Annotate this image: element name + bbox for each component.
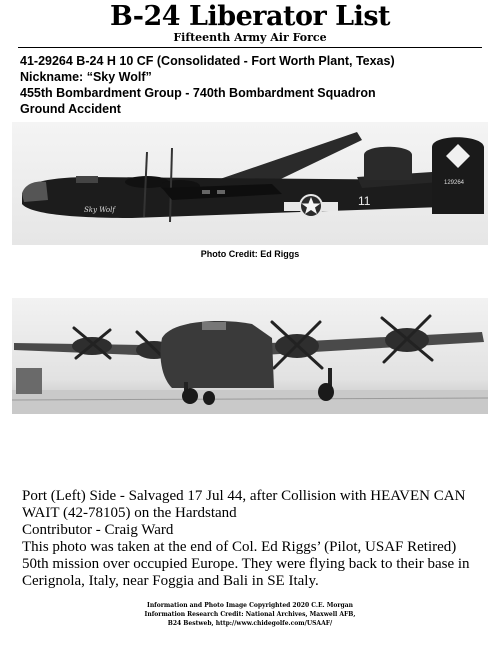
- photo-credit: Photo Credit: Ed Riggs: [200, 249, 300, 259]
- fuselage-code: 11: [358, 194, 371, 208]
- tail-number: 129264: [444, 180, 465, 186]
- nose-art: Sky Wolf: [84, 206, 115, 214]
- nickname-line: Nickname: “Sky Wolf”: [20, 70, 152, 84]
- header-divider: [18, 47, 482, 48]
- unit-line: 455th Bombardment Group - 740th Bombardment Squadron: [20, 86, 376, 100]
- copyright-footer: [0, 601, 500, 628]
- footer-line-3: B24 Bestweb, http://www.chidegolfe.com/USAAF/: [167, 620, 333, 627]
- aircraft-info: [20, 53, 395, 117]
- page-title: B-24 Liberator List: [109, 1, 391, 32]
- page-subtitle: Fifteenth Army Air Force: [173, 31, 327, 44]
- photo-caption: [22, 488, 484, 590]
- fate-line: Ground Accident: [20, 102, 121, 116]
- serial-line: 41-29264 B-24 H 10 CF (Consolidated - Fort Worth Plant, Texas): [20, 54, 395, 68]
- caption-contributor: Contributor - Craig Ward: [22, 522, 174, 538]
- caption-story: This photo was taken at the end of Col. Ed Riggs’ (Pilot, USAF Retired) 50th mission over occupied Europe. They were flying back to their base in Cerignola, Italy, near Foggia and Bali in SE Italy.: [22, 539, 470, 589]
- aircraft-side-photo: [12, 122, 488, 245]
- footer-line-2: Information Research Credit: National Archives, Maxwell AFB,: [144, 611, 356, 618]
- caption-salvage: Port (Left) Side - Salvaged 17 Jul 44, after Collision with HEAVEN CAN WAIT (42-78105) on the Hardstand: [22, 488, 466, 521]
- footer-line-1: Information and Photo Image Copyrighted 2020 C.E. Morgan: [147, 602, 353, 609]
- aircraft-front-photo: [12, 298, 488, 414]
